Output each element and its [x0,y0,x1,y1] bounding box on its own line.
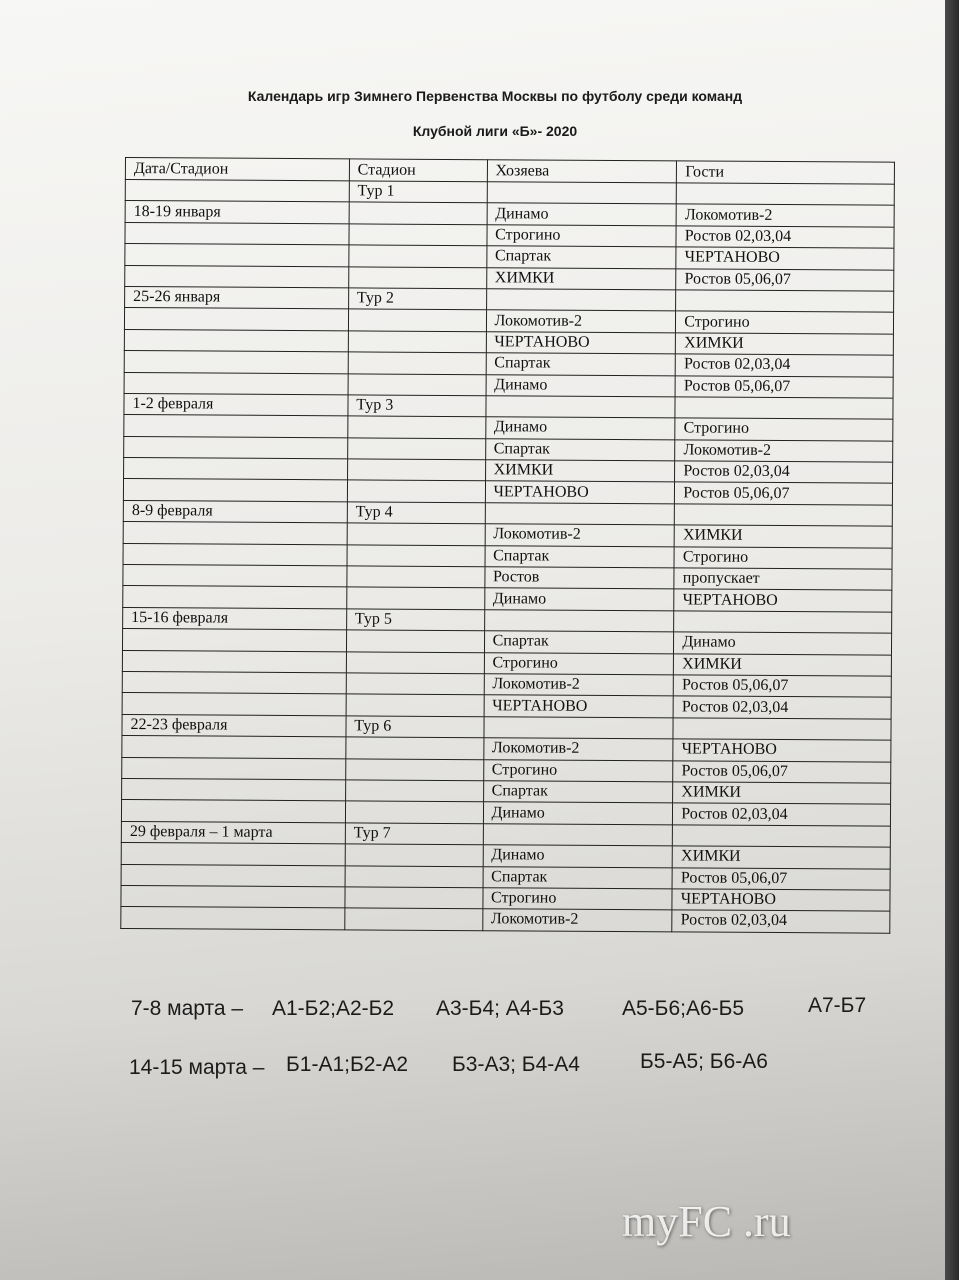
away-team: Строгино [675,418,893,441]
match-stadium [349,245,487,267]
empty-cell [677,183,895,206]
away-team: Ростов 05,06,07 [672,867,890,890]
away-team: пропускает [674,568,892,591]
home-team: Спартак [485,438,675,461]
away-team: ЧЕРТАНОВО [676,247,894,270]
home-team: Строгино [484,652,674,675]
match-date [124,329,348,352]
round-date [125,180,349,203]
playoff-date-2: 14-15 марта – [129,1056,265,1079]
away-team: Локомотив-2 [675,440,893,463]
playoff-date-1: 7-8 марта – [131,997,244,1020]
empty-cell [675,504,893,527]
match-stadium [347,545,485,567]
home-team: ЧЕРТАНОВО [485,481,675,504]
match-date [125,222,349,245]
match-stadium [346,630,484,652]
match-stadium [349,202,487,224]
match-date [122,629,346,652]
empty-cell [485,396,675,419]
home-team: Спартак [486,353,676,376]
match-date [122,671,346,694]
away-team: ЧЕРТАНОВО [674,589,892,612]
round-date: 22-23 февраля [122,714,346,737]
round-date: 25-26 января [125,286,349,309]
match-stadium [349,224,487,246]
home-team: Динамо [483,802,673,825]
match-date [125,265,349,288]
round-date: 1-2 февраля [124,393,348,416]
home-team: Строгино [487,224,677,247]
away-team: Ростов 02,03,04 [673,803,891,826]
match-stadium [347,523,485,545]
background-edge [945,0,959,1280]
home-team: Локомотив-2 [484,674,674,697]
match-stadium [345,758,483,780]
watermark-logo: myFC .ru [622,1197,791,1246]
away-team: Ростов 02,03,04 [673,696,891,719]
match-stadium [345,865,483,887]
empty-cell [486,289,676,312]
match-date [122,778,346,801]
home-team: Спартак [486,246,676,269]
empty-cell [673,825,891,848]
away-team: ХИМКИ [674,653,892,676]
home-team: Спартак [483,781,673,804]
match-stadium [347,566,485,588]
match-date: 18-19 января [125,201,349,224]
match-stadium [348,309,486,331]
match-stadium [348,352,486,374]
home-team: ХИМКИ [486,267,676,290]
home-team: Спартак [485,545,675,568]
match-date [123,565,347,588]
home-team: Динамо [486,374,676,397]
round-date: 15-16 февраля [123,607,347,630]
empty-cell [484,716,674,739]
round-date: 8-9 февраля [123,500,347,523]
match-date [124,436,348,459]
home-team: Локомотив-2 [486,310,676,333]
match-stadium [348,331,486,353]
home-team: ЧЕРТАНОВО [486,331,676,354]
away-team: Ростов 02,03,04 [676,226,894,249]
column-header-away: Гости [677,161,895,184]
playoff-pairs-1d: А7-Б7 [808,994,867,1017]
match-date [122,693,346,716]
playoff-pairs-2a: Б1-А1;Б2-А2 [286,1053,409,1076]
playoff-pairs-2b: Б3-А3; Б4-А4 [452,1053,580,1076]
match-date [123,479,347,502]
match-date [124,415,348,438]
home-team: Спартак [483,866,673,889]
round-tour: Тур 3 [348,395,486,417]
home-team: Ростов [484,567,674,590]
empty-cell [487,182,677,205]
match-date [123,522,347,545]
away-team: Локомотив-2 [676,204,894,227]
match-stadium [345,780,483,802]
round-tour: Тур 6 [346,716,484,738]
away-team: Ростов 05,06,07 [676,268,894,291]
round-tour: Тур 5 [346,609,484,631]
away-team: Строгино [676,311,894,334]
away-team: ХИМКИ [672,846,890,869]
column-header-stadium: Стадион [349,159,487,182]
match-date [122,757,346,780]
home-team: Динамо [483,845,673,868]
column-header-home: Хозяева [487,160,677,183]
empty-cell [676,290,894,313]
document-title: Календарь игр Зимнего Первенства Москвы по футболу среди команд [247,88,743,104]
empty-cell [484,610,674,633]
away-team: ХИМКИ [676,333,894,356]
playoff-pairs-1b: А3-Б4; А4-Б3 [436,997,564,1020]
home-team: ЧЕРТАНОВО [484,695,674,718]
match-stadium [348,373,486,395]
playoff-pairs-1c: А5-Б6;А6-Б5 [622,997,745,1020]
playoff-pairs-2c: Б5-А5; Б6-А6 [640,1050,768,1073]
document-subtitle: Клубной лиги «Б»- 2020 [412,123,578,139]
match-stadium [348,416,486,438]
match-date [124,351,348,374]
home-team: Динамо [487,203,677,226]
round-date: 29 февраля – 1 марта [121,821,345,844]
column-header-date: Дата/Стадион [125,158,349,181]
home-team: Локомотив-2 [482,909,672,932]
match-date [121,885,345,908]
match-date [123,543,347,566]
empty-cell [483,823,673,846]
away-team: Ростов 05,06,07 [675,375,893,398]
round-tour: Тур 4 [347,502,485,524]
away-team: ЧЕРТАНОВО [672,889,890,912]
match-stadium [346,651,484,673]
away-team: Ростов 02,03,04 [675,461,893,484]
match-stadium [347,438,485,460]
match-date [121,864,345,887]
away-team: Динамо [674,632,892,655]
match-date [122,736,346,759]
home-team: ХИМКИ [485,460,675,483]
empty-cell [673,718,891,741]
match-date [123,586,347,609]
home-team: Строгино [482,888,672,911]
match-date [124,308,348,331]
home-team: Строгино [483,759,673,782]
match-date [124,458,348,481]
home-team: Локомотив-2 [485,524,675,547]
playoff-pairs-1a: А1-Б2;А2-Б2 [272,997,395,1020]
empty-cell [675,397,893,420]
match-stadium [347,480,485,502]
match-row [121,907,890,933]
match-date [121,843,345,866]
match-stadium [348,266,486,288]
empty-cell [485,503,675,526]
away-team: Ростов 05,06,07 [674,675,892,698]
home-team: Локомотив-2 [483,738,673,761]
match-stadium [345,801,483,823]
away-team: ЧЕРТАНОВО [673,739,891,762]
home-team: Динамо [484,588,674,611]
away-team: ХИМКИ [673,782,891,805]
schedule-table [120,157,895,933]
match-date [125,244,349,267]
match-stadium [347,587,485,609]
match-date [124,372,348,395]
match-stadium [345,887,483,909]
match-stadium [345,908,483,930]
match-stadium [346,673,484,695]
away-team: Ростов 05,06,07 [673,760,891,783]
match-date [122,650,346,673]
round-tour: Тур 7 [345,823,483,845]
away-team: ХИМКИ [674,525,892,548]
away-team: Ростов 02,03,04 [675,354,893,377]
schedule-body [121,180,895,933]
away-team: Ростов 05,06,07 [675,482,893,505]
home-team: Динамо [485,417,675,440]
away-team: Ростов 02,03,04 [672,910,890,933]
round-tour: Тур 2 [348,288,486,310]
match-stadium [345,844,483,866]
away-team: Строгино [674,547,892,570]
match-stadium [346,737,484,759]
match-stadium [347,459,485,481]
round-tour: Тур 1 [349,181,487,203]
match-stadium [346,694,484,716]
match-date [121,800,345,823]
match-date [121,907,345,930]
home-team: Спартак [484,631,674,654]
empty-cell [674,611,892,634]
